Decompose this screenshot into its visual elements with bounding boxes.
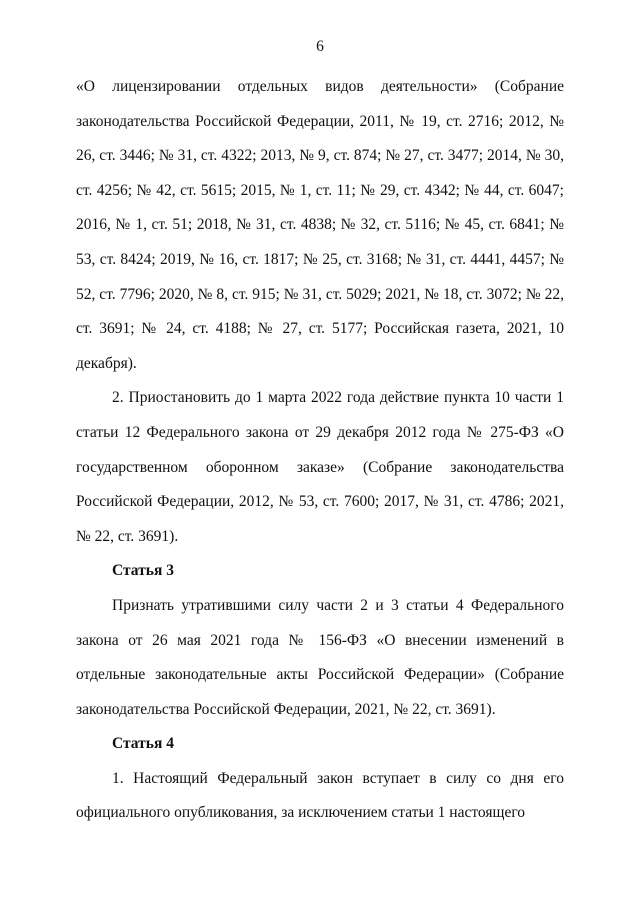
page-number: 6 (316, 38, 324, 55)
article-4-heading: Статья 4 (112, 735, 174, 753)
paragraph-suspension: 2. Приостановить до 1 марта 2022 года действие пункта 10 части 1 статьи 12 Федерального закона от 29 декабря 2012 года № 275-ФЗ «О государственном оборонном заказе» (Собрание законодательства Российской Федерации, 2012, № 53, ст. 7600; 2017, № 31, ст. 4786; 2021, № 22, ст. 3691). (76, 389, 564, 545)
document-body (76, 70, 564, 831)
paragraph-licensing-citation: «О лицензировании отдельных видов деятельности» (Собрание законодательства Российской Федерации, 2011, № 19, ст. 2716; 2012, № 26, ст. 3446; № 31, ст. 4322; 2013, № 9, ст. 874; № 27, ст. 3477; 2014, № 30, ст. 4256; № 42, ст. 5615; 2015, № 1, ст. 11; № 29, ст. 4342; № 44, ст. 6047; 2016, № 1, ст. 51; 2018, № 31, ст. 4838; № 32, ст. 5116; № 45, ст. 6841; № 53, ст. 8424; 2019, № 16, ст. 1817; № 25, ст. 3168; № 31, ст. 4441, 4457; № 52, ст. 7796; 2020, № 8, ст. 915; № 31, ст. 5029; 2021, № 18, ст. 3072; № 22, ст. 3691; № 24, ст. 4188; № 27, ст. 5177; Российская газета, 2021, 10 декабря). (76, 78, 564, 372)
article-3-heading: Статья 3 (112, 562, 174, 580)
paragraph-article-3: Признать утратившими силу части 2 и 3 статьи 4 Федерального закона от 26 мая 2021 года № 156-ФЗ «О внесении изменений в отдельные законодательные акты Российской Федерации» (Собрание законодательства Российской Федерации, 2021, № 22, ст. 3691). (76, 596, 564, 718)
paragraph-article-4: 1. Настоящий Федеральный закон вступает в силу со дня его официального опубликования, за исключением статьи 1 настоящего (76, 769, 564, 822)
